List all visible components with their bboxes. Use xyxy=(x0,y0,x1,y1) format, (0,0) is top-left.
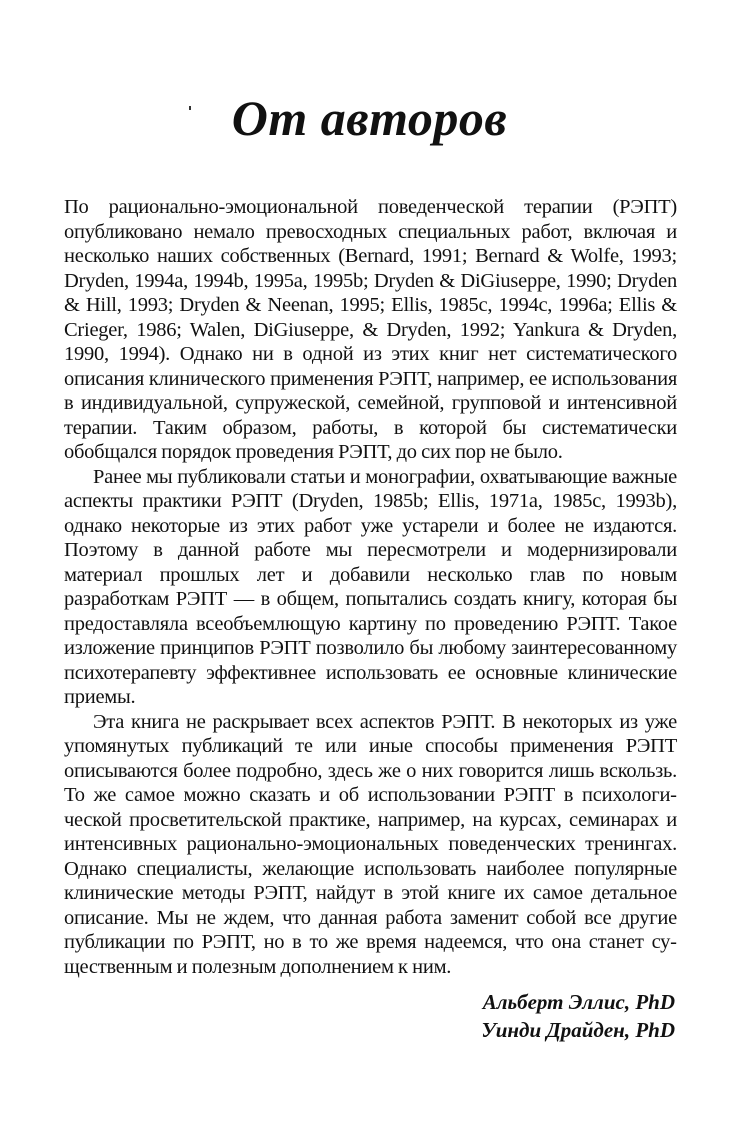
preface-body xyxy=(64,195,677,979)
author-signature-ellis: Альберт Эллис, PhD xyxy=(482,990,675,1014)
author-signature-dryden: Уинди Драйден, PhD xyxy=(481,1018,675,1042)
paragraph-3: Эта книга не раскрывает всех аспектов РЭПТ. В некоторых из уже упомянутых публикаций те или иные способы применения РЭПТ описываются более подробно, здесь же о них говорится лишь вскользь. То же самое можно сказать и об использовании РЭПТ в психологической просветительской практике, например, на курсах, семинарах и интенсивных рационально-эмоциональных поведенческих тренингах. Однако специалисты, желающие использовать наиболее популярные клинические методы РЭПТ, найдут в этой книге их самое детальное описание. Мы не ждем, что данная работа заменит собой все другие публикации по РЭПТ, но в то же время надеемся, что она станет существенным и полезным дополнением к ним. xyxy=(64,710,677,978)
paragraph-2: Ранее мы публиковали статьи и монографии, охватывающие важные аспекты практики РЭПТ (Dryden, 1985b; Ellis, 1971a, 1985c, 1993b), однако некоторые из этих работ уже устарели и более не издаются. Поэтому в данной работе мы пересмотрели и модернизировали материал прошлых лет и добавили несколько глав по новым разработкам РЭПТ — в общем, попытались создать книгу, которая бы предоставляла всеобъемлющую картину по проведению РЭПТ. Такое изложение принципов РЭПТ позволило бы любому заинтересованному психотерапевту эффективнее использовать ее основные клинические приемы. xyxy=(64,465,677,708)
page-title: От авторов xyxy=(231,90,508,146)
paragraph-1: По рационально-эмоциональной поведенческой терапии (РЭПТ) опубликовано немало превосходных специальных работ, включая и несколько наших собственных (Bernard, 1991; Bernard & Wolfe, 1993; Dryden, 1994a, 1994b, 1995a, 1995b; Dryden & DiGiuseppe, 1990; Dryden & Hill, 1993; Dryden & Neenan, 1995; Ellis, 1985c, 1994c, 1996a; Ellis & Crieger, 1986; Walen, DiGiuseppe, & Dryden, 1992; Yankura & Dryden, 1990, 1994). Однако ни в одной из этих книг нет систематического описания клинического применения РЭПТ, например, ее использования в индивидуальной, супружеской, семейной, групповой и интенсивной терапии. Таким образом, работы, в которой бы систематически обобщался порядок проведения РЭПТ, до сих пор не было. xyxy=(64,196,677,463)
author-signatures xyxy=(481,988,675,1044)
